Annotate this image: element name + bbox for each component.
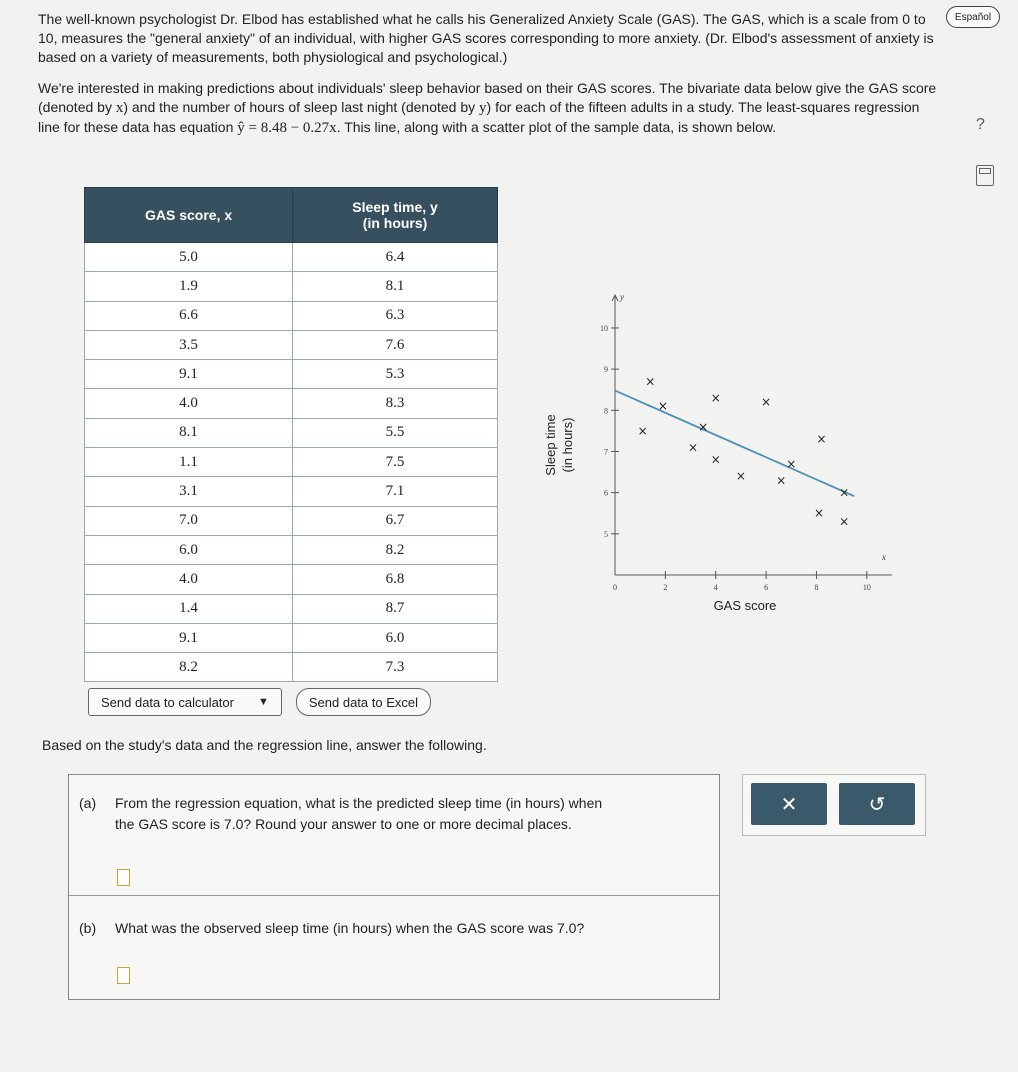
data-point: × xyxy=(735,469,746,484)
table-row xyxy=(85,389,498,418)
send-to-calculator-dropdown[interactable] xyxy=(88,688,282,716)
var-y: y xyxy=(479,100,487,116)
table-cell: 3.1 xyxy=(85,477,293,506)
data-export-buttons xyxy=(88,688,431,716)
clear-button[interactable]: ✕ xyxy=(751,783,827,825)
col-header-sleep-line2: (in hours) xyxy=(362,215,428,231)
question-a xyxy=(69,775,719,896)
x-tick-label: 6 xyxy=(764,583,769,592)
y-tick-label: 9 xyxy=(604,365,608,375)
table-cell: 5.3 xyxy=(293,360,498,389)
table-cell: 1.4 xyxy=(85,594,293,623)
question-a-text xyxy=(79,793,679,835)
table-row xyxy=(85,535,498,564)
chevron-down-icon: ▼ xyxy=(257,696,269,708)
table-cell: 4.0 xyxy=(85,389,293,418)
question-a-label: (a) xyxy=(79,795,97,811)
x-tick-label: 2 xyxy=(663,583,668,592)
intro-paragraph-1: The well-known psychologist Dr. Elbod has established what he calls his Generalized Anxiety Scale (GAS). The GAS, which is a scale from 0 to 10, measures the "general anxiety" of an individual, with higher GAS scores corresponding to more anxiety. (Dr. Elbod's assessment of anxiety is based on a variety of measurements, both physiological and psychological.) xyxy=(38,11,934,65)
table-cell: 4.0 xyxy=(85,565,293,594)
table-row xyxy=(85,301,498,330)
table-cell: 8.1 xyxy=(293,272,498,301)
table-row xyxy=(85,272,498,301)
x-tick-label: 0 xyxy=(613,583,617,592)
x-tick-label: 10 xyxy=(862,583,871,592)
table-cell: 8.2 xyxy=(85,653,293,682)
intro-paragraph-2 xyxy=(38,79,938,138)
table-row xyxy=(85,448,498,477)
x-axis-symbol: x xyxy=(882,552,886,562)
y-axis-label-line2: (in hours) xyxy=(560,417,575,473)
table-cell: 7.5 xyxy=(293,448,498,477)
table-row xyxy=(85,330,498,359)
send-to-excel-button[interactable]: Send data to Excel xyxy=(296,688,431,716)
table-cell: 7.3 xyxy=(293,653,498,682)
answer-a-input[interactable] xyxy=(117,869,130,886)
table-cell: 6.0 xyxy=(85,535,293,564)
table-cell: 7.1 xyxy=(293,477,498,506)
data-point: × xyxy=(657,399,668,414)
intro-text: ) and the number of hours of sleep last night (denoted by xyxy=(123,99,480,115)
calculator-icon[interactable] xyxy=(976,165,994,186)
question-b xyxy=(69,896,719,999)
table-row xyxy=(85,360,498,389)
table-cell: 7.0 xyxy=(85,506,293,535)
x-axis-label: GAS score xyxy=(713,598,777,613)
intro-text: ) for each of the fifteen adults in a study. The least-squares regression line for these data has equation xyxy=(38,99,920,135)
col-header-gas: GAS score, x xyxy=(85,188,293,243)
table-row xyxy=(85,565,498,594)
action-buttons xyxy=(742,774,926,836)
table-cell: 8.1 xyxy=(85,418,293,447)
table-cell: 6.3 xyxy=(293,301,498,330)
intro-text: We're interested in making predictions about individuals' sleep behavior based on their GAS scores. The bivariate data below give the GAS score (denoted by xyxy=(38,80,937,115)
table-cell: 6.4 xyxy=(293,243,498,272)
table-cell: 3.5 xyxy=(85,330,293,359)
scatter-plot xyxy=(520,270,920,620)
questions-prompt: Based on the study's data and the regression line, answer the following. xyxy=(42,737,487,753)
data-point: × xyxy=(637,423,648,438)
table-cell: 8.7 xyxy=(293,594,498,623)
table-row xyxy=(85,506,498,535)
table-cell: 8.3 xyxy=(293,389,498,418)
table-row xyxy=(85,418,498,447)
data-point: × xyxy=(645,374,656,389)
y-tick-label: 8 xyxy=(604,406,608,416)
undo-button[interactable]: ↺ xyxy=(839,783,915,825)
table-row xyxy=(85,594,498,623)
data-point: × xyxy=(816,432,827,447)
question-a-line1: From the regression equation, what is the predicted sleep time (in hours) when xyxy=(115,795,603,811)
data-point: × xyxy=(761,395,772,410)
table-row xyxy=(85,653,498,682)
question-box xyxy=(68,774,720,1000)
col-header-sleep-line1: Sleep time, y xyxy=(352,199,438,215)
table-cell: 6.7 xyxy=(293,506,498,535)
table-cell: 9.1 xyxy=(85,623,293,652)
question-b-line1: What was the observed sleep time (in hours) when the GAS score was 7.0? xyxy=(115,920,585,936)
table-cell: 6.6 xyxy=(85,301,293,330)
x-tick-label: 8 xyxy=(814,583,819,592)
y-tick-label: 6 xyxy=(604,488,608,498)
question-b-text xyxy=(79,918,679,939)
y-axis-label-line1: Sleep time xyxy=(543,414,558,476)
intro-text: . This line, along with a scatter plot of the sample data, is shown below. xyxy=(336,119,777,135)
table-cell: 9.1 xyxy=(85,360,293,389)
help-icon[interactable]: ? xyxy=(976,116,985,133)
data-point: × xyxy=(839,485,850,500)
data-point: × xyxy=(786,456,797,471)
answer-b-input[interactable] xyxy=(117,967,130,984)
language-toggle-button[interactable]: Español xyxy=(946,6,1000,28)
table-cell: 8.2 xyxy=(293,535,498,564)
table-row xyxy=(85,243,498,272)
data-point: × xyxy=(839,514,850,529)
regression-equation: ŷ = 8.48 − 0.27x xyxy=(237,120,337,136)
table-cell: 5.0 xyxy=(85,243,293,272)
data-point: × xyxy=(698,419,709,434)
problem-intro xyxy=(38,10,938,150)
send-to-calculator-label: Send data to calculator xyxy=(101,694,234,710)
x-tick-label: 4 xyxy=(713,583,718,592)
question-b-label: (b) xyxy=(79,920,97,936)
table-cell: 6.0 xyxy=(293,623,498,652)
question-a-line2: the GAS score is 7.0? Round your answer to one or more decimal places. xyxy=(115,816,572,832)
data-point: × xyxy=(710,390,721,405)
table-cell: 7.6 xyxy=(293,330,498,359)
data-point: × xyxy=(710,452,721,467)
table-cell: 6.8 xyxy=(293,565,498,594)
var-x: x xyxy=(115,100,124,116)
data-table xyxy=(84,187,498,682)
table-row xyxy=(85,477,498,506)
data-point: × xyxy=(776,473,787,488)
table-row xyxy=(85,623,498,652)
y-tick-label: 7 xyxy=(604,447,608,457)
data-point: × xyxy=(688,440,699,455)
y-axis-symbol: y xyxy=(620,292,624,302)
y-tick-label: 5 xyxy=(604,529,608,539)
data-point: × xyxy=(813,506,825,521)
col-header-sleep xyxy=(293,188,498,243)
y-tick-label: 10 xyxy=(600,323,608,333)
table-cell: 1.9 xyxy=(85,272,293,301)
table-cell: 1.1 xyxy=(85,448,293,477)
table-cell: 5.5 xyxy=(293,418,498,447)
